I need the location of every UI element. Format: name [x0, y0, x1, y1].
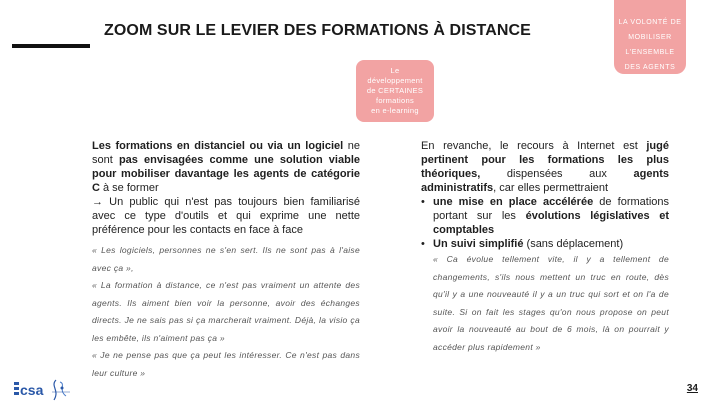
text: (sans déplacement): [523, 238, 624, 250]
badge-line: LA VOLONTÉ DE: [618, 19, 682, 26]
quote: « Les logiciels, personnes ne s'en sert. Ils ne sont pas à l'aise avec ça »,: [92, 245, 360, 273]
badge-line: formations: [375, 96, 414, 105]
text: , car elles permettraient: [493, 182, 609, 194]
right-paragraph-1: [421, 139, 669, 195]
csa-logo: [14, 378, 74, 402]
bold-text: jugé pertinent pour les formations les plus théoriques,: [421, 140, 669, 180]
badge-line: MOBILISER: [628, 34, 672, 41]
bullet-icon: •: [421, 196, 425, 208]
left-column: [92, 139, 360, 382]
bullet-item: [421, 195, 669, 237]
bullet-text: [433, 195, 669, 237]
badge-mobiliser: [614, 0, 686, 74]
right-column: [421, 139, 669, 356]
text: En revanche, le recours à Internet est: [421, 140, 647, 152]
page-title: ZOOM SUR LE LEVIER DES FORMATIONS À DISTANCE: [104, 22, 531, 39]
quote: « Ca évolue tellement vite, il y a tellement de changements, s'ils nous mettent un truc en route, dès qu'il y a une nouveauté il y a un truc qui sort et on l'a de suite. Si on fait les stages qu'on nous propose on peut avoir la nouveauté au bout de 6 mois, là on pourrait y accéder plus rapidement »: [433, 254, 669, 352]
bold-text: Un suivi simplifié: [433, 238, 524, 250]
page-number: 34: [686, 383, 698, 394]
badge-line: en e-learning: [371, 106, 419, 115]
quote: « Je ne pense pas que ça peut les intéresser. Ce n'est pas dans leur culture »: [92, 350, 360, 378]
logo-text: csa: [20, 382, 44, 398]
title-underline-bar: [12, 44, 90, 48]
bold-text: pas envisagées comme une solution viable pour mobiliser davantage les agents de catégorie C: [92, 154, 360, 194]
text: dispensées aux: [480, 168, 634, 180]
left-paragraph-1: [92, 139, 360, 195]
text: à se former: [99, 182, 159, 194]
badge-line: L'ENSEMBLE: [625, 49, 675, 56]
bold-text: évolutions législatives et comptables: [433, 210, 669, 236]
badge-line: Le: [390, 66, 400, 75]
quote: « La formation à distance, ce n'est pas vraiment un attente des agents. Ils aiment bien voir la personne, avoir des échanges directs. Je ne sais pas si ça marcherait vraiment. Déjà, la visio ça les embête, ils n'aiment pas ça »: [92, 280, 360, 343]
badge-line: DES AGENTS: [624, 64, 676, 71]
bullet-icon: •: [421, 238, 425, 250]
badge-elearning: [356, 60, 434, 122]
left-paragraph-2: → Un public qui n'est pas toujours bien familiarisé avec ce type d'outils et qui exprime une nette préférence pour les contacts en face à face: [92, 196, 360, 236]
badge-line: de CERTAINES: [366, 86, 424, 95]
text: ne sont: [92, 140, 360, 166]
bullet-text: [433, 237, 623, 251]
bold-text: Les formations en distanciel ou via un logiciel: [92, 140, 344, 152]
text: de formations portant sur les: [433, 196, 669, 222]
bullet-item: [421, 237, 669, 251]
bold-text: agents administratifs: [421, 168, 669, 194]
bold-text: une mise en place accélérée: [433, 196, 594, 208]
badge-line: développement: [367, 76, 423, 85]
